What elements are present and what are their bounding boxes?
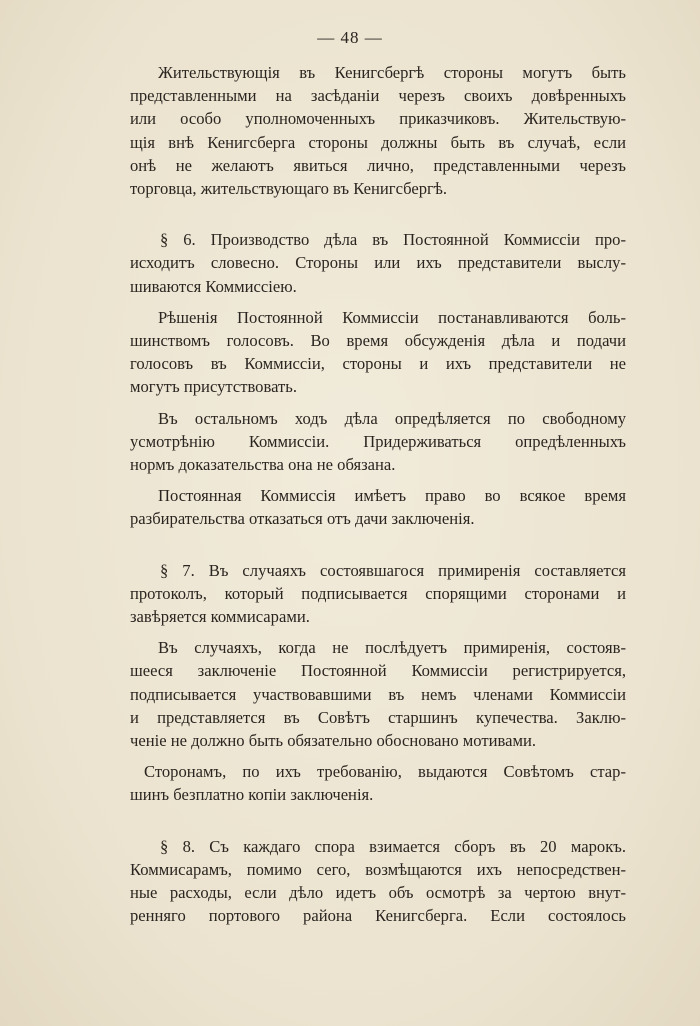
text-line: шееся заключеніе Постоянной Коммиссіи регистрируется, — [130, 661, 626, 681]
paragraph-p8 — [130, 760, 626, 806]
text-line: Рѣшенія Постоянной Коммиссіи постанавливаются боль- — [158, 307, 626, 327]
text-line: щія внѣ Кенигсберга стороны должны быть въ случаѣ, если — [130, 132, 626, 152]
paragraph-gap — [130, 476, 626, 484]
text-line: могутъ присутствовать. — [130, 377, 297, 397]
paragraph-p9 — [130, 835, 626, 928]
text-line: Сторонамъ, по ихъ требованію, выдаются Совѣтомъ стар- — [144, 762, 626, 782]
text-line: и представляется въ Совѣтъ старшинъ купечества. Заклю- — [130, 707, 626, 727]
text-line: Постоянная Коммиссія имѣетъ право во всякое время — [158, 486, 626, 506]
text-line: протоколъ, который подписывается спорящими сторонами и — [130, 583, 626, 603]
text-line: нормъ доказательства она не обязана. — [130, 455, 396, 475]
text-line: ные расходы, если дѣло идетъ объ осмотрѣ за чертою внут- — [130, 883, 626, 903]
text-line: или особо уполномоченныхъ приказчиковъ. Жительствую- — [130, 109, 626, 129]
text-line: онѣ не желаютъ явиться лично, представленными черезъ — [130, 155, 626, 175]
text-line: § 8. Съ каждаго спора взимается сборъ въ 20 марокъ. — [160, 836, 626, 856]
paragraph-gap — [130, 628, 626, 636]
paragraph-p4 — [130, 407, 626, 477]
text-line: Въ остальномъ ходъ дѣла опредѣляется по свободному — [158, 408, 626, 428]
text-line: Въ случаяхъ, когда не послѣдуетъ примиренія, состояв- — [158, 638, 626, 658]
body-text — [130, 61, 626, 928]
text-line: шинъ безплатно копіи заключенія. — [130, 785, 374, 805]
text-line: Жительствующія въ Кенигсбергѣ стороны могутъ быть — [158, 63, 626, 82]
page-number: — 48 — — [317, 28, 383, 47]
text-line: § 6. Производство дѣла въ Постоянной Коммиссіи про- — [160, 230, 626, 250]
text-line: представленными на засѣданіи черезъ своихъ довѣренныхъ — [130, 86, 626, 106]
paragraph-p6 — [130, 559, 626, 629]
paragraph-gap — [130, 752, 626, 760]
paragraph-gap — [130, 807, 626, 835]
text-line: Коммисарамъ, помимо сего, возмѣщаются ихъ непосредствен- — [130, 859, 626, 879]
paragraph-p2 — [130, 228, 626, 298]
paragraph-gap — [130, 298, 626, 306]
text-line: ренняго портового района Кенигсберга. Если состоялось — [130, 906, 626, 926]
paragraph-p3 — [130, 306, 626, 399]
paragraph-gap — [130, 399, 626, 407]
text-line: усмотрѣнію Коммиссіи. Придерживаться опредѣленныхъ — [130, 431, 626, 451]
paragraph-gap — [130, 200, 626, 228]
text-line: завѣряется коммисарами. — [130, 607, 310, 627]
text-line: шинствомъ голосовъ. Во время обсужденія дѣла и подачи — [130, 331, 626, 351]
paragraph-gap — [130, 531, 626, 559]
text-line: торговца, жительствующаго въ Кенигсбергѣ. — [130, 179, 447, 199]
text-line: голосовъ въ Коммиссіи, стороны и ихъ представители не — [130, 354, 626, 374]
paragraph-p1 — [130, 61, 626, 200]
text-line: § 7. Въ случаяхъ состоявшагося примиренія составляется — [160, 560, 626, 580]
text-line: разбирательства отказаться отъ дачи заключенія. — [130, 509, 475, 529]
text-line: шиваются Коммиссіею. — [130, 276, 297, 296]
paragraph-p7 — [130, 636, 626, 752]
text-line: подписывается участвовавшими въ немъ членами Коммиссіи — [130, 684, 626, 704]
text-line: ченіе не должно быть обязательно обосновано мотивами. — [130, 731, 537, 751]
paragraph-p5 — [130, 484, 626, 530]
text-line: исходитъ словесно. Стороны или ихъ представители выслу- — [130, 253, 626, 273]
